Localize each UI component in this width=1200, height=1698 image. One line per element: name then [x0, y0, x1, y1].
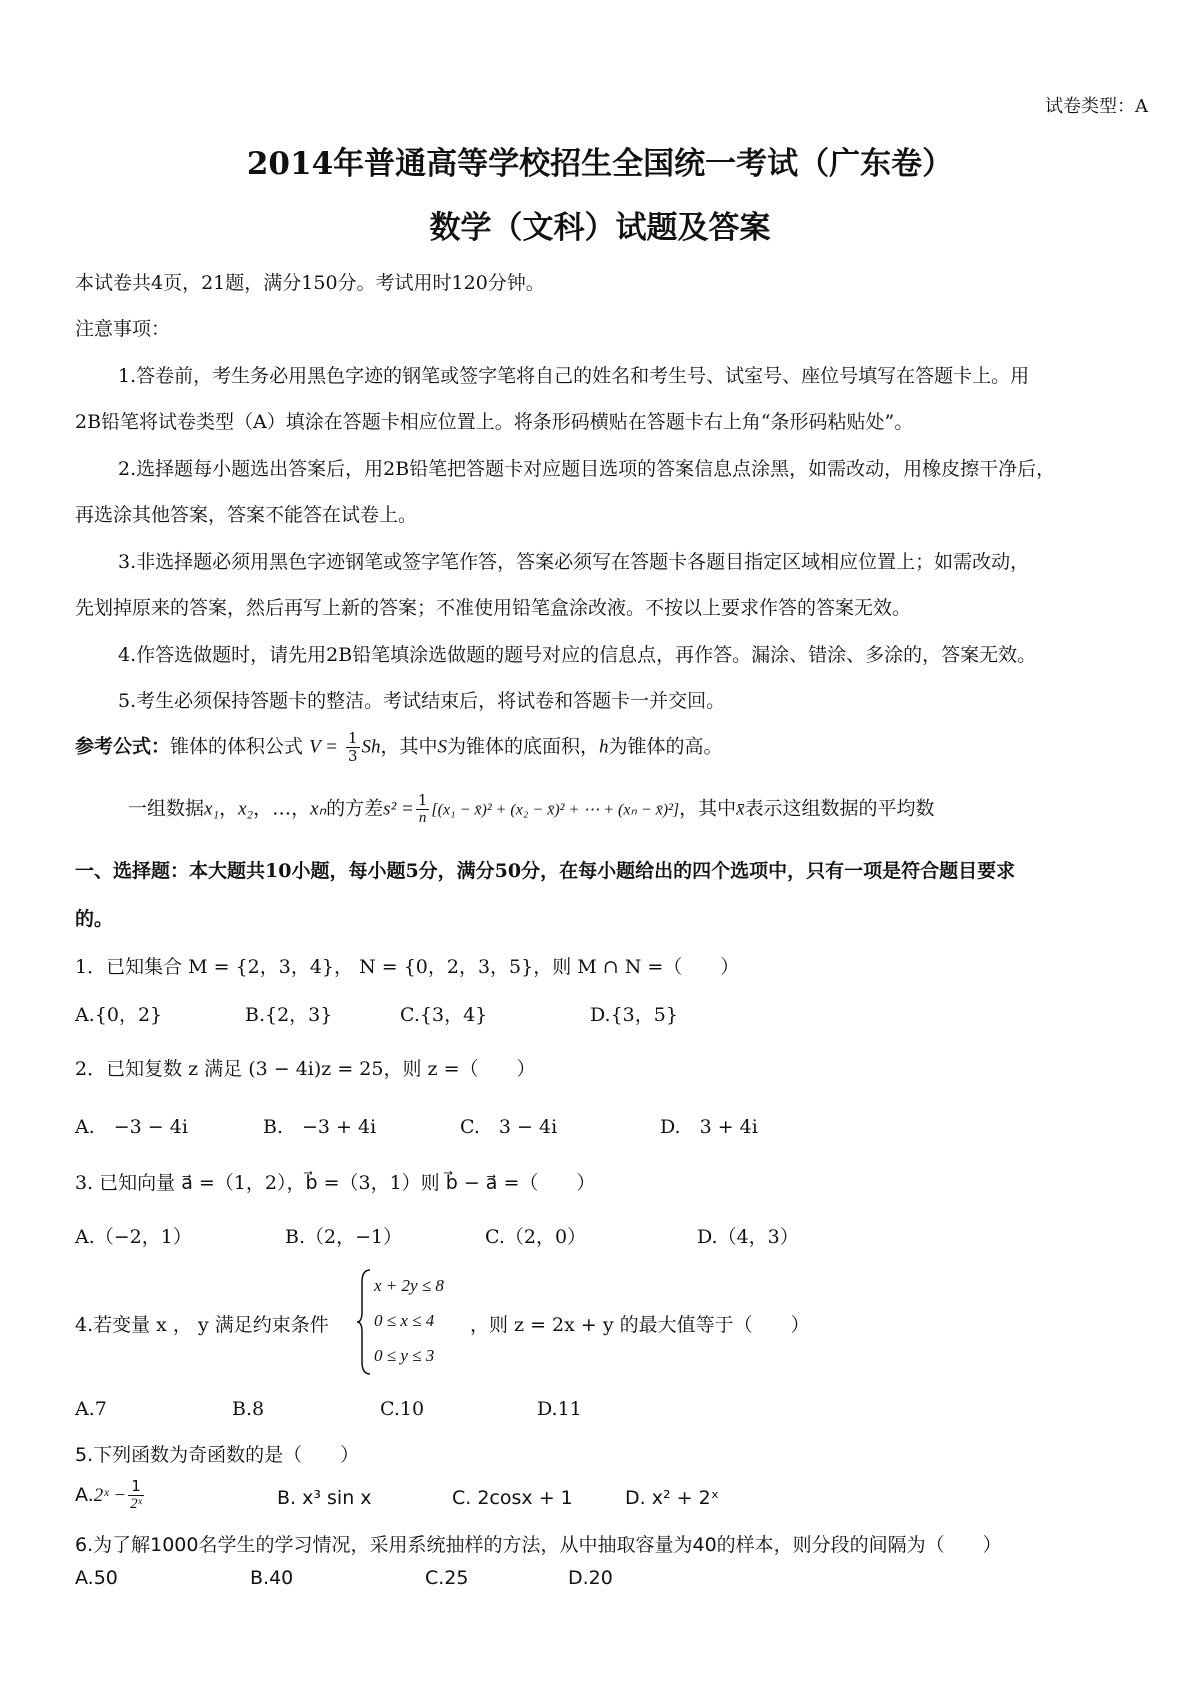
- exam-subtitle: 数学（文科）试题及答案: [429, 210, 771, 246]
- left-brace-icon: [356, 1268, 372, 1376]
- question-5-option-b: B. x³ sin x: [277, 1487, 372, 1509]
- question-1-option-a: A.{0，2}: [75, 1004, 163, 1026]
- question-1-option-b: B.{2，3}: [245, 1004, 333, 1026]
- constraint-3: 0 ≤ y ≤ 3: [374, 1346, 435, 1365]
- question-5-option-c: C. 2cosx + 1: [452, 1487, 573, 1509]
- question-4-option-d: D.11: [537, 1398, 582, 1420]
- section-1-heading: 一、选择题：本大题共10小题，每小题5分，满分50分，在每小题给出的四个选项中，只有一项是符合题目要求: [75, 860, 1016, 882]
- question-2-stem: 2．已知复数 z 满足 (3 − 4i)z = 25，则 z =（ ）: [75, 1058, 536, 1080]
- question-2-option-b: B. −3 + 4i: [263, 1116, 377, 1138]
- question-3-option-c: C.（2，0）: [485, 1226, 587, 1248]
- cone-formula-line: 参考公式：锥体的体积公式 V = $\frac{1}{3}$ Sh，其中S为锥体的底面积，h为锥体的高。: [75, 729, 723, 765]
- question-3-option-a: A.（−2，1）: [75, 1226, 192, 1248]
- note-4: 4.作答选做题时，请先用2B铅笔填涂选做题的题号对应的信息点，再作答。漏涂、错涂、多涂的，答案无效。: [118, 644, 1037, 666]
- paper-type-label: 试卷类型：A: [1045, 96, 1148, 117]
- note-3-line1: 3.非选择题必须用黑色字迹钢笔或签字笔作答，答案必须写在答题卡各题目指定区域相应位置上；如需改动，: [118, 551, 1030, 573]
- fraction-one-third: $\frac{1}{3}$: [347, 729, 358, 765]
- question-6-option-c: C.25: [425, 1567, 469, 1589]
- question-4-stem-a: 4.若变量 x ， y 满足约束条件: [75, 1314, 329, 1336]
- question-6-option-a: A.50: [75, 1567, 118, 1589]
- constraint-1: x + 2y ≤ 8: [374, 1276, 444, 1295]
- note-3-line2: 先划掉原来的答案，然后再写上新的答案；不准使用铅笔盒涂改液。不按以上要求作答的答案无效。: [75, 597, 912, 619]
- exam-summary: 本试卷共4页，21题，满分150分。考试用时120分钟。: [75, 272, 545, 294]
- note-2-line2: 再选涂其他答案，答案不能答在试卷上。: [75, 504, 418, 526]
- question-2-option-a: A. −3 − 4i: [75, 1116, 188, 1138]
- note-1-line2: 2B铅笔将试卷类型（A）填涂在答题卡相应位置上。将条形码横贴在答题卡右上角“条形码粘贴处”。: [75, 411, 914, 433]
- question-1-option-d: D.{3，5}: [590, 1004, 678, 1026]
- question-3-stem: 3. 已知向量 a⃗ =（1，2），b⃗ =（3，1）则 b⃗ − a⃗ =（ ）: [75, 1172, 596, 1194]
- note-5: 5.考生必须保持答题卡的整洁。考试结束后，将试卷和答题卡一并交回。: [118, 690, 726, 712]
- question-3-option-b: B.（2，−1）: [285, 1226, 403, 1248]
- question-2-option-d: D. 3 + 4i: [660, 1116, 758, 1138]
- question-4-option-b: B.8: [232, 1398, 265, 1420]
- question-1-option-c: C.{3，4}: [400, 1004, 488, 1026]
- formula-label: 参考公式：: [75, 735, 171, 758]
- question-2-option-c: C. 3 − 4i: [460, 1116, 558, 1138]
- question-1-stem: 1．已知集合 M = {2，3，4}， N = {0，2，3，5}，则 M ∩ N =（ ）: [75, 956, 740, 978]
- exam-title: 2014年普通高等学校招生全国统一考试（广东卷）: [246, 146, 954, 182]
- note-1-line1: 1.答卷前，考生务必用黑色字迹的钢笔或签字笔将自己的姓名和考生号、试室号、座位号填写在答题卡上。用: [118, 365, 1030, 387]
- question-4-option-c: C.10: [380, 1398, 425, 1420]
- question-4-stem-b: ，则 z = 2x + y 的最大值等于（ ）: [470, 1314, 810, 1336]
- question-4-option-a: A.7: [75, 1398, 107, 1420]
- question-3-option-d: D.（4，3）: [697, 1226, 799, 1248]
- question-6-option-d: D.20: [568, 1567, 613, 1589]
- question-5-option-d: D. x² + 2ˣ: [625, 1487, 720, 1509]
- question-6-option-b: B.40: [250, 1567, 294, 1589]
- question-6-stem: 6.为了解1000名学生的学习情况，采用系统抽样的方法，从中抽取容量为40的样本，则分段的间隔为（ ）: [75, 1534, 1002, 1556]
- fraction-one-over-n: $\frac{1}{n}$: [417, 791, 428, 826]
- question-5-stem: 5.下列函数为奇函数的是（ ）: [75, 1444, 360, 1466]
- note-2-line1: 2.选择题每小题选出答案后，用2B铅笔把答题卡对应题目选项的答案信息点涂黑，如需改动，用橡皮擦干净后，: [118, 458, 1056, 480]
- section-1-heading-cont: 的。: [75, 908, 114, 930]
- notice-heading: 注意事项：: [75, 318, 171, 340]
- constraint-2: 0 ≤ x ≤ 4: [374, 1311, 435, 1330]
- variance-formula-line: 一组数据x₁，x₂，…，xₙ的方差s² = $\frac{1}{n}$ [(x₁ − x̄)² + (x₂ − x̄)² + ⋯ + (xₙ − x̄)²]，其中x̄表示这组数据的平均数: [128, 791, 935, 826]
- question-5-option-a: A.2ˣ − $\frac{1}{\text{2ˣ}}$: [75, 1477, 142, 1512]
- fraction-one-over-two-power-x: $\frac{1}{\text{2ˣ}}$: [130, 1477, 142, 1512]
